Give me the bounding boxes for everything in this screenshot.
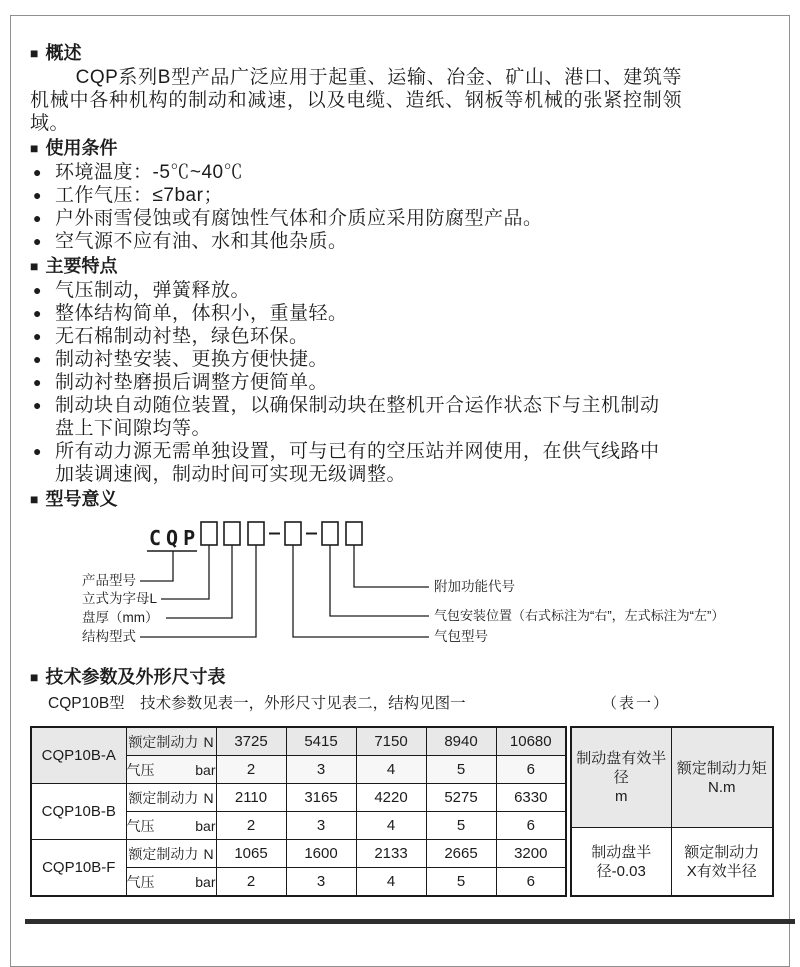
bullet-icon: ● xyxy=(33,328,42,344)
param-label: 额定制动力 xyxy=(128,789,199,806)
model-code-prefix: CQP xyxy=(149,526,201,550)
table-cell: 2133 xyxy=(356,840,426,868)
model-code-text xyxy=(147,526,200,551)
next-table-edge-strip xyxy=(25,919,795,924)
connector-lines xyxy=(140,545,429,637)
list-item xyxy=(33,279,770,302)
diagram-label-vertical-letter: 立式为字母L xyxy=(82,591,158,606)
connector-airbag-model xyxy=(293,545,429,637)
table-cell: 6330 xyxy=(496,784,566,812)
diagram-labels xyxy=(82,572,724,644)
header-line: N.m xyxy=(708,778,736,796)
table-cell: 2110 xyxy=(216,784,286,812)
overview-paragraph: CQP系列B型产品广泛应用于起重、运输、冶金、矿山、港口、建筑等机械中各种机构的制动和减速，以及电缆、造纸、钢板等机械的张紧控制领域。 xyxy=(30,67,682,134)
right-header-torque xyxy=(671,727,773,828)
param-unit: bar xyxy=(195,761,216,778)
list-item-text: 工作气压：≤7bar； xyxy=(55,185,223,206)
model-cell: CQP10B-A xyxy=(31,727,126,784)
bullet-icon: ● xyxy=(33,164,42,180)
header-line: m xyxy=(615,788,628,806)
specs-subheader xyxy=(30,692,770,715)
section-heading-features xyxy=(30,253,770,279)
list-item-text: 整体结构简单，体积小，重量轻。 xyxy=(55,303,348,324)
section-title: 型号意义 xyxy=(45,489,118,509)
section-marker-icon: ■ xyxy=(30,669,39,685)
table-cell: 8940 xyxy=(426,727,496,756)
list-item-text: 空气源不应有油、水和其他杂质。 xyxy=(55,231,348,252)
list-item-text: 户外雨雪侵蚀或有腐蚀性气体和介质应采用防腐型产品。 xyxy=(55,208,543,229)
connector-vertical-letter xyxy=(161,545,209,599)
list-item xyxy=(33,184,770,207)
table-cell: 5 xyxy=(426,868,496,897)
bullet-icon: ● xyxy=(33,374,42,390)
param-cell xyxy=(126,868,216,897)
header-line: 制动盘有效半径 xyxy=(576,750,667,787)
table-cell: 2 xyxy=(216,868,286,897)
bullet-icon: ● xyxy=(33,305,42,321)
param-label: 额定制动力 xyxy=(128,733,199,750)
bullet-icon: ● xyxy=(33,282,42,298)
table-cell: 4220 xyxy=(356,784,426,812)
header-line: 额定制动力矩 xyxy=(676,759,767,777)
code-box xyxy=(224,522,240,545)
table-cell: 2665 xyxy=(426,840,496,868)
code-box xyxy=(285,522,301,545)
right-value-torque xyxy=(671,828,773,896)
section-title: 技术参数及外形尺寸表 xyxy=(45,667,226,687)
code-box xyxy=(248,522,264,545)
table-cell: 4 xyxy=(356,756,426,784)
list-item-text: 制动衬垫安装、更换方便快捷。 xyxy=(55,349,329,370)
connector-product-model xyxy=(140,551,173,581)
list-item xyxy=(33,440,770,486)
features-list xyxy=(30,279,770,486)
param-cell xyxy=(126,727,216,756)
list-item-text: 所有动力源无需单独设置，可与已有的空压站并网使用，在供气线路中加装调速阀，制动时间可实现无级调整。 xyxy=(55,441,660,485)
param-label: 气压 xyxy=(126,873,155,890)
bullet-icon: ● xyxy=(33,397,42,413)
list-item xyxy=(33,371,770,394)
table-cell: 1065 xyxy=(216,840,286,868)
spec-table-right xyxy=(570,726,774,897)
list-item-text: 制动块自动随位装置，以确保制动块在整机开合运作状态下与主机制动盘上下间隙均等。 xyxy=(55,395,660,439)
diagram-label-extra-function: 附加功能代号 xyxy=(434,579,515,594)
model-code-diagram xyxy=(30,514,770,664)
table-cell: 2 xyxy=(216,756,286,784)
table-one-tag: （表一） xyxy=(601,695,670,712)
section-marker-icon: ■ xyxy=(30,491,39,507)
table-cell: 3 xyxy=(286,812,356,840)
list-item xyxy=(33,207,770,230)
param-cell xyxy=(126,840,216,868)
bullet-icon: ● xyxy=(33,210,42,226)
table-cell: 10680 xyxy=(496,727,566,756)
param-label: 气压 xyxy=(126,817,155,834)
right-header-radius xyxy=(571,727,671,828)
model-cell: CQP10B-B xyxy=(31,784,126,840)
connector-disc-thickness xyxy=(166,545,232,618)
table-cell: 5 xyxy=(426,812,496,840)
right-value-radius: 制动盘半径-0.03 xyxy=(571,828,671,896)
list-item xyxy=(33,230,770,253)
connector-airbag-position xyxy=(330,545,429,616)
list-item-text: 制动衬垫磨损后调整方便简单。 xyxy=(55,372,329,393)
table-cell: 3 xyxy=(286,756,356,784)
param-unit: N xyxy=(203,845,214,862)
param-unit: N xyxy=(203,789,214,806)
bullet-icon: ● xyxy=(33,351,42,367)
table-cell: 4 xyxy=(356,812,426,840)
diagram-label-airbag-model: 气包型号 xyxy=(434,629,488,644)
list-item-text: 气压制动，弹簧释放。 xyxy=(55,280,251,301)
list-item xyxy=(33,325,770,348)
diagram-label-disc-thickness: 盘厚（mm） xyxy=(82,610,159,625)
table-cell: 3 xyxy=(286,868,356,897)
param-cell xyxy=(126,756,216,784)
connector-extra-function xyxy=(354,545,429,587)
param-label: 气压 xyxy=(126,761,155,778)
table-cell: 1600 xyxy=(286,840,356,868)
diagram-label-airbag-position: 气包安装位置（右式标注为“右”，左式标注为“左”） xyxy=(434,608,725,623)
table-cell: 4 xyxy=(356,868,426,897)
section-heading-specs xyxy=(30,664,770,690)
list-item xyxy=(33,302,770,325)
model-code-boxes xyxy=(201,522,362,545)
param-unit: N xyxy=(203,733,214,750)
code-box xyxy=(346,522,362,545)
value-line: X有效半径 xyxy=(686,862,757,880)
code-box xyxy=(201,522,217,545)
model-cell: CQP10B-F xyxy=(31,840,126,897)
bullet-icon: ● xyxy=(33,233,42,249)
table-cell: 5415 xyxy=(286,727,356,756)
param-cell xyxy=(126,812,216,840)
section-heading-conditions xyxy=(30,135,770,161)
param-unit: bar xyxy=(195,817,216,834)
table-cell: 3165 xyxy=(286,784,356,812)
list-item xyxy=(33,161,770,184)
section-marker-icon: ■ xyxy=(30,140,39,156)
section-heading-model xyxy=(30,486,770,512)
spec-tables xyxy=(30,726,770,897)
list-item-text: 环境温度：-5℃~40℃ xyxy=(55,162,244,183)
param-cell xyxy=(126,784,216,812)
section-title: 概述 xyxy=(45,43,82,63)
table-cell: 2 xyxy=(216,812,286,840)
value-line: 额定制动力 xyxy=(684,843,760,861)
table-cell: 3200 xyxy=(496,840,566,868)
table-cell: 7150 xyxy=(356,727,426,756)
table-cell: 3725 xyxy=(216,727,286,756)
list-item xyxy=(33,394,770,440)
code-box xyxy=(322,522,338,545)
table-cell: 6 xyxy=(496,868,566,897)
list-item xyxy=(33,348,770,371)
list-item-text: 无石棉制动衬垫，绿色环保。 xyxy=(55,326,309,347)
diagram-label-product-model: 产品型号 xyxy=(82,573,136,588)
section-title: 主要特点 xyxy=(45,256,118,276)
bullet-icon: ● xyxy=(33,187,42,203)
param-unit: bar xyxy=(195,873,216,890)
table-cell: 5275 xyxy=(426,784,496,812)
table-cell: 5 xyxy=(426,756,496,784)
section-heading-overview xyxy=(30,40,770,66)
table-cell: 6 xyxy=(496,756,566,784)
diagram-label-structure-type: 结构型式 xyxy=(82,629,136,644)
section-title: 使用条件 xyxy=(45,138,118,158)
specs-subtitle: CQP10B型 技术参数见表一，外形尺寸见表二，结构见图一 xyxy=(48,695,466,712)
spec-table-left xyxy=(30,726,567,897)
table-cell: 6 xyxy=(496,812,566,840)
page-content xyxy=(30,40,770,897)
section-marker-icon: ■ xyxy=(30,258,39,274)
param-label: 额定制动力 xyxy=(128,845,199,862)
conditions-list xyxy=(30,161,770,253)
bullet-icon: ● xyxy=(33,443,42,459)
section-marker-icon: ■ xyxy=(30,45,39,61)
